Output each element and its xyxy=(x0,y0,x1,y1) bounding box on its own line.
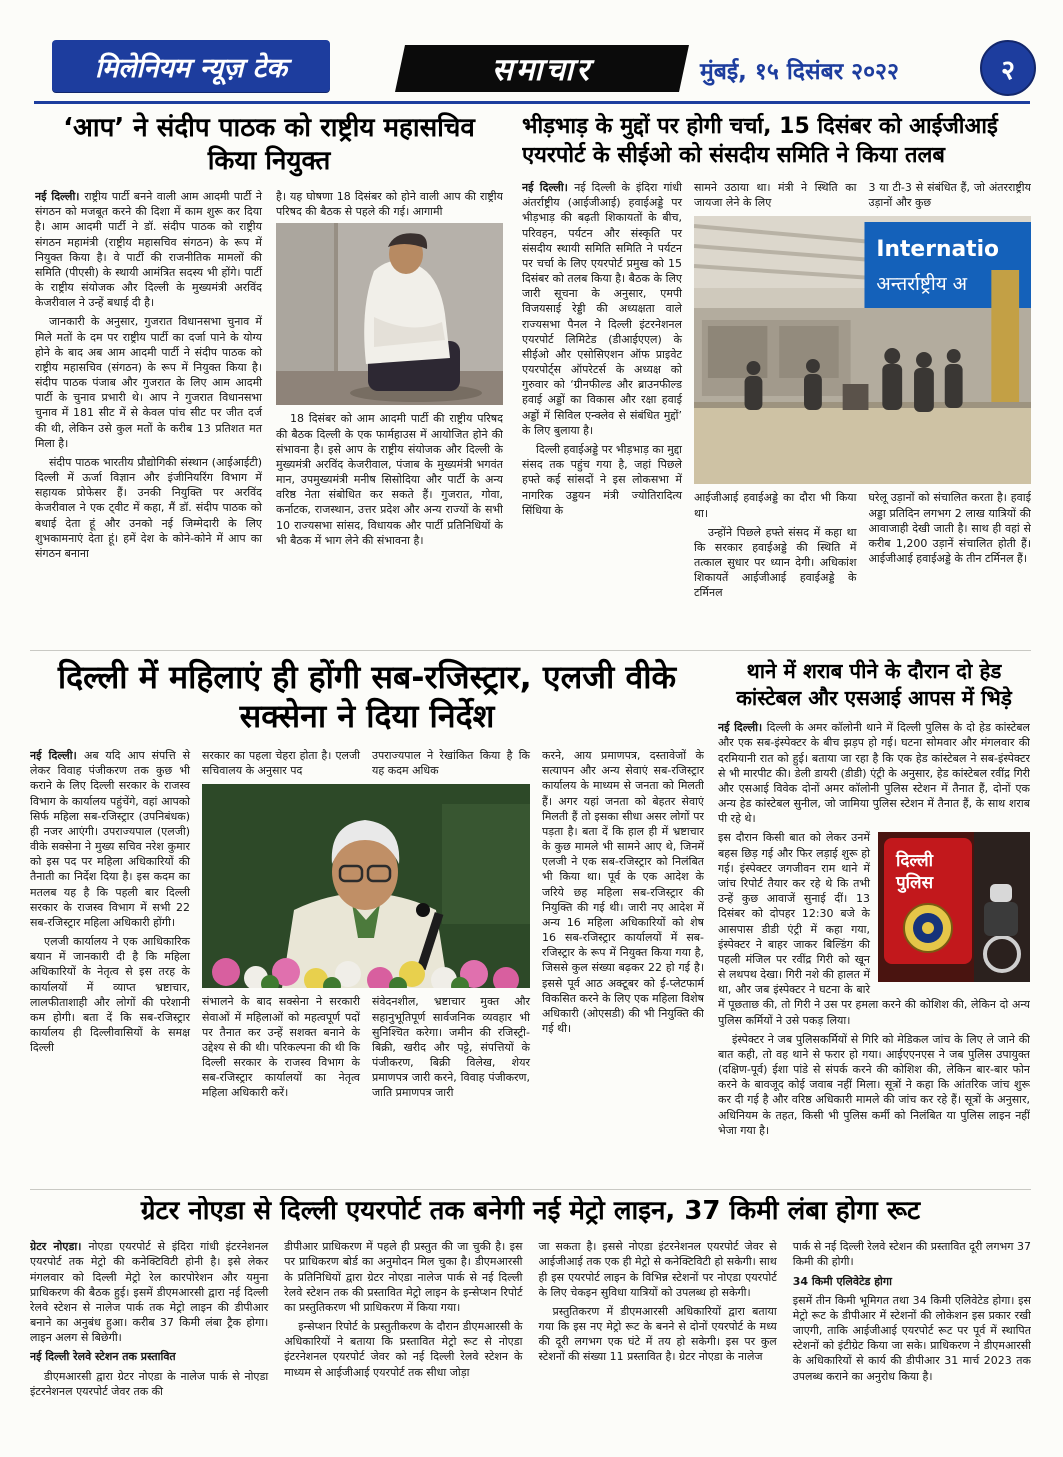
article2-top-row xyxy=(694,180,1031,214)
article5-headline: ग्रेटर नोएडा से दिल्ली एयरपोर्ट तक बनेगी नई मेट्रो लाइन, 37 किमी लंबा होगा रूट xyxy=(140,1196,921,1226)
article3-headline: दिल्ली में महिलाएं ही होंगी सब-रजिस्ट्रार, एलजी वीके सक्सेना ने दिया निर्देश xyxy=(57,658,677,736)
article4-body xyxy=(718,720,1030,1138)
body-paragraph: प्रस्तुतिकरण में डीएमआरसी अधिकारियों द्वारा बताया गया कि इस नए मेट्रो रूट के बनने से दोनों एयरपोर्ट के मध्य की दूरी लगभग एक घंटे में तय हो सकेगी। इस पर कुल स्टेशनों की संख्या 11 प्रस्तावित है। ग्रेटर नोएडा के नालेज xyxy=(538,1304,777,1364)
delhi-police-photo-graphic xyxy=(878,832,1030,982)
article-sub-registrar xyxy=(30,658,704,1184)
police-banner-line1: दिल्ली xyxy=(896,851,934,872)
article4-headline: थाने में शराब पीने के दौरान दो हेड कांस्टेबल और एसआई आपस में भिड़े xyxy=(736,659,1012,710)
vk-saxena-photo-graphic xyxy=(202,784,530,988)
body-paragraph: जानकारी के अनुसार, गुजरात विधानसभा चुनाव में मिले मतों के दम पर राष्ट्रीय पार्टी का दर्जा पाने के योग्य होने के बाद अब आम आदमी पार्टी ने संदीप पाठक को राष्ट्रीय महासचिव (संगठन) के रूप में नियुक्त किया है। संदीप पाठक पंजाब और गुजरात के लिए आम आदमी पार्टी के चुनाव प्रभारी थे। आप ने गुजरात विधानसभा चुनाव में 181 सीट में से केवल पांच सीट पर जीत दर्ज की थी, लेकिन उसे कुल मतों के करीब 13 प्रतिशत मत मिला है। xyxy=(35,315,262,450)
article5-column-3 xyxy=(539,1239,777,1403)
article1-columns xyxy=(35,189,503,565)
igi-airport-photo-graphic xyxy=(694,216,1031,484)
body-paragraph: नई दिल्ली। राष्ट्रीय पार्टी बनने वाली आम आदमी पार्टी ने संगठन को मजबूत करने की दिशा में काम शुरू कर दिया है। आम आदमी पार्टी ने डॉ. संदीप पाठक को राष्ट्रीय संगठन महामंत्री (राष्ट्रीय महासचिव संगठन) के रूप में नियुक्त किया है। वे पार्टी की राजनीतिक मामलों की समिति (पीएसी) के स्थायी आमंत्रित सदस्य भी होंगे। पार्टी के राष्ट्रीय संयोजक और दिल्ली के मुख्यमंत्री अरविंद केजरीवाल ने उन्हें बधाई दी है। xyxy=(35,190,263,310)
article3-column-4 xyxy=(542,748,704,1105)
section-banner-text: समाचार xyxy=(492,51,592,88)
article3-bottom-row xyxy=(202,994,530,1104)
article2-column-2 xyxy=(694,180,857,214)
article3-middle-area xyxy=(202,748,530,1105)
body-paragraph: संदीप पाठक भारतीय प्रौद्योगिकी संस्थान (आईआईटी) दिल्ली में ऊर्जा विज्ञान और इंजीनियरिंग विभाग में सहायक प्रोफेसर हैं। उनकी नियुक्ति पर अरविंद केजरीवाल ने एक ट्वीट में कहा, मैं डॉ. संदीप पाठक को बधाई देता हूं और उनको नई जिम्मेदारी के लिए शुभकामनाएं देता हूं। हमें देश के कोने-कोने में आप का संगठन बनाना xyxy=(35,455,262,560)
igi-airport-photo xyxy=(694,216,1031,484)
article5-subhead-2: 34 किमी एलिवेटेड होगा xyxy=(792,1274,892,1288)
edition-dateline: मुंबई, १५ दिसंबर २०२२ xyxy=(700,59,899,85)
page-number-badge: २ xyxy=(980,40,1036,96)
article3-top-row xyxy=(202,748,530,782)
article5-subhead-1: नई दिल्ली रेलवे स्टेशन तक प्रस्तावित xyxy=(30,1350,176,1364)
body-paragraph: है। यह घोषणा 18 दिसंबर को होने वाली आप की राष्ट्रीय परिषद की बैठक से पहले की गई। आगामी xyxy=(276,190,503,219)
body-paragraph: उन्होंने पिछले हफ्ते संसद में कहा था कि सरकार हवाईअड्डे की स्थिति में तत्काल सुधार पर ध्यान देगी। अधिकांश शिकायतें आईजीआई हवाईअड्डे के टर्मिनल xyxy=(694,525,857,600)
section-divider xyxy=(30,1189,1031,1190)
body-paragraph: दिल्ली हवाईअड्डे पर भीड़भाड़ का मुद्दा संसद तक पहुंच गया है, जहां पिछले हफ्ते कई सांसदों ने इस लोकसभा में नागरिक उड्डयन मंत्री ज्योतिरादित्य सिंधिया के xyxy=(522,442,682,517)
body-paragraph: इसमें तीन किमी भूमिगत तथा 34 किमी एलिवेटेड होगा। इस मेट्रो रूट के डीपीआर में स्टेशनों की लोकेशन इस प्रकार रखी जाएगी, ताकि आईजीआई एयरपोर्ट रूट पर पूर्व में स्थापित स्टेशनों को इंटीग्रेट किया जा सके। प्राधिकरण ने डीएमआरसी के अधिकारियों से कार्य की डीपीआर 31 मार्च 2023 तक उपलब्ध कराने का अनुरोध किया है। xyxy=(792,1293,1031,1383)
body-paragraph: इन्सेप्शन रिपोर्ट के प्रस्तुतीकरण के दौरान डीएमआरसी के अधिकारियों ने बताया कि प्रस्तावित मेट्रो रूट से नोएडा इंटरनेशनल एयरपोर्ट जेवर को नई दिल्ली रेलवे स्टेशन के माध्यम से आईजीआई एयरपोर्ट तक सीधा जोड़ा xyxy=(284,1320,523,1379)
article2-column-3-lower xyxy=(869,490,1032,604)
article5-column-2 xyxy=(284,1239,522,1403)
article1-headline: ‘आप’ ने संदीप पाठक को राष्ट्रीय महासचिव किया नियुक्त xyxy=(63,113,475,176)
body-paragraph: घरेलू उड़ानों को संचालित करता है। हवाई अड्डा प्रतिदिन लगभग 2 लाख यात्रियों की आवाजाही देखी जाती है। साथ ही वहां से करीब 1,200 उड़ानें संचालित होती हैं। आईजीआई हवाईअड्डे के तीन टर्मिनल हैं। xyxy=(868,491,1031,566)
body-paragraph: इस दौरान किसी बात को लेकर उनमें बहस छिड़ गई और फिर लड़ाई शुरू हो गई। इंस्पेक्टर जगजीवन राम थाने में जांच रिपोर्ट तैयार कर रहे थे कि तभी उन्हें कुछ आवाजें सुनाई दीं। 13 दिसंबर को दोपहर 12:30 बजे के आसपास डीडी एंट्री में कहा गया, इंस्पेक्टर ने बाहर जाकर बिल्डिंग की पहली मंजिल पर रवींद्र गिरी को खून से लथपथ देखा। गिरी नशे की हालत में था, और जब इंस्पेक्टर ने घटना के बारे में पूछताछ की, तो गिरी ने उस पर हमला करने की कोशिश की, लेकिन दो अन्य पुलिस कर्मियों ने उसे पकड़ लिया। xyxy=(718,831,1030,1027)
article-igi-airport xyxy=(522,112,1031,644)
article-police-brawl xyxy=(718,658,1030,1184)
body-paragraph: संवेदनशील, भ्रष्टाचार मुक्त और सहानुभूतिपूर्ण सार्वजनिक व्यवहार भी सुनिश्चित करेगा। जमीन की रजिस्ट्री-बिक्री, खरीद और पट्टे, संपत्तियों के पंजीकरण, बिक्री विलेख, शेयर प्रमाणपत्र जारी करने, विवाह पंजीकरण, जाति प्रमाणपत्र जारी xyxy=(372,995,530,1100)
article1-column-2 xyxy=(276,189,503,565)
article2-bottom-row xyxy=(694,490,1031,604)
body-paragraph: नई दिल्ली। दिल्ली के अमर कॉलोनी थाने में दिल्ली पुलिस के दो हेड कांस्टेबल और एक सब-इंस्पेक्टर के बीच झड़प हो गई। घटना सोमवार और मंगलवार की दरमियानी रात को हुई। बताया जा रहा है कि एक हेड कांस्टेबल ने सब-इंस्पेक्टर से भी मारपीट की। डेली डायरी (डीडी) एंट्री के अनुसार, हेड कांस्टेबल रवींद्र गिरी और एसआई विवेक दोनों अमर कॉलोनी पुलिस स्टेशन में तैनात हैं, दोनों एक अन्य हेड कांस्टेबल सुनील, जो जामिया पुलिस स्टेशन में तैनात हैं, के साथ शराब पी रहे थे। xyxy=(718,721,1030,826)
body-paragraph: 18 दिसंबर को आम आदमी पार्टी की राष्ट्रीय परिषद की बैठक दिल्ली के एक फार्महाउस में आयोजित होने की संभावना है। इसे आप के राष्ट्रीय संयोजक और दिल्ली के मुख्यमंत्री अरविंद केजरीवाल, पंजाब के मुख्यमंत्री भगवंत मान, उपमुख्यमंत्री मनीष सिसोदिया और पार्टी के अन्य वरिष्ठ नेता संबोधित कर सकते हैं। गुजरात, गोवा, कर्नाटक, राजस्थान, उत्तर प्रदेश और अन्य राज्यों के सभी 10 राज्यसभा सांसद, विधायक और पार्टी प्रतिनिधियों के भी बैठक में भाग लेने की संभावना है। xyxy=(276,412,503,547)
sandeep-pathak-photo xyxy=(276,223,503,405)
masthead-text: मिलेनियम न्यूज़ टेक xyxy=(94,52,288,84)
article-aap-pathak xyxy=(35,112,503,644)
article3-column-3 xyxy=(372,748,530,782)
article3-column-2-lower xyxy=(202,994,360,1104)
body-paragraph: नई दिल्ली। नई दिल्ली के इंदिरा गांधी अंतर्राष्ट्रीय (आईजीआई) हवाईअड्डे पर भीड़भाड़ की बढ़ती शिकायतों के बीच, परिवहन, पर्यटन और संस्कृति पर संसदीय स्थायी समिति समिति ने पर्यटन पर चर्चा के लिए एयरपोर्ट प्रमुख को 15 दिसंबर को तलब किया है। बैठक के लिए जारी सूचना के अनुसार, एमपी विजयसाई रेड्डी की अध्यक्षता वाले राज्यसभा पैनल ने दिल्ली इंटरनेशनल एयरपोर्ट लिमिटेड (डीआईएएल) के सीईओ और एसोसिएशन ऑफ प्राइवेट एयरपोर्ट्स ऑपरेटर्स के अध्यक्ष को गुरुवार को ‘ग्रीनफील्ड और ब्राउनफील्ड हवाई अड्डों का विकास और रक्षा हवाई अड्डों में सिविल एन्क्लेव से संबंधित मुद्दों’ के लिए बुलाया है। xyxy=(522,181,682,437)
body-paragraph: पार्क से नई दिल्ली रेलवे स्टेशन की प्रस्तावित दूरी लगभग 37 किमी की होगी। xyxy=(792,1240,1031,1269)
article3-column-2 xyxy=(202,748,360,782)
article5-column-1 xyxy=(30,1239,268,1403)
header-rule xyxy=(34,101,1030,104)
article2-column-2-lower xyxy=(694,490,857,604)
city-dateline: ग्रेटर नोएडा। xyxy=(30,1240,89,1254)
body-paragraph: डीएमआरसी द्वारा ग्रेटर नोएडा के नालेज पार्क से नोएडा इंटरनेशनल एयरपोर्ट जेवर तक की xyxy=(30,1369,269,1398)
airport-sign-line2: अन्तर्राष्ट्रीय अ xyxy=(876,273,968,296)
vk-saxena-photo xyxy=(202,784,530,988)
body-paragraph: इंस्पेक्टर ने जब पुलिसकर्मियों से गिरि को मेडिकल जांच के लिए ले जाने की बात कही, तो वह थाने से फरार हो गया। आईएएनएस ने जब पुलिस उपायुक्त (दक्षिण-पूर्व) ईशा पांडे से संपर्क करने की कोशिश की, लेकिन बार-बार फोन करने के बावजूद कोई जवाब नहीं मिला। सूत्रों ने कहा कि आंतरिक जांच शुरू कर दी गई है और वरिष्ठ अधिकारी मामले की जांच कर रहे हैं। सूत्रों के अनुसार, अधिनियम के तहत, किसी भी पुलिस कर्मी को निलंबित या पुलिस लाइन नहीं भेजा गया है। xyxy=(718,1032,1030,1137)
body-paragraph: आईजीआई हवाईअड्डे का दौरा भी किया था। xyxy=(694,491,857,520)
article5-column-4 xyxy=(793,1239,1031,1403)
article2-headline: भीड़भाड़ के मुद्दों पर होगी चर्चा, 15 दिसंबर को आईजीआई एयरपोर्ट के सीईओ को संसदीय समिति ने किया तलब xyxy=(522,114,998,169)
article2-columns xyxy=(522,180,1031,605)
body-paragraph: करने, आय प्रमाणपत्र, दस्तावेजों के सत्यापन और अन्य सेवाएं सब-रजिस्ट्रार कार्यालय के माध्यम से जनता को मिलती हैं। अगर यहां जनता को बेहतर सेवाएं मिलती हैं तो इसका सीधा असर लोगों पर पड़ता है। बता दें कि हाल ही में भ्रष्टाचार के कुछ मामले भी सामने आए थे, जिनमें एलजी ने एक सब-रजिस्ट्रार को निलंबित भी किया था। पूर्व के एक आदेश के जरिये छह महिला सब-रजिस्ट्रार की नियुक्ति की गई थी। जारी नए आदेश में अन्य 16 महिला अधिकारियों को शेष 16 सब-रजिस्ट्रार कार्यालयों में सब-रजिस्ट्रार के रूप में नियुक्त किया गया है, जिससे कुल संख्या बढ़कर 22 हो गई है। इससे पूर्व आठ अक्टूबर को ई-प्लेटफार्म विकसित करने के लिए एक महिला विशेष अधिकारी (ओएसडी) की भी नियुक्ति की गई थी। xyxy=(542,749,704,1036)
body-paragraph: 3 या टी-3 से संबंधित हैं, जो अंतरराष्ट्रीय उड़ानों और कुछ xyxy=(868,181,1031,210)
article3-column-3-lower xyxy=(372,994,530,1104)
city-dateline: नई दिल्ली। xyxy=(35,190,85,203)
body-paragraph: एलजी कार्यालय ने एक आधिकारिक बयान में जानकारी दी है कि महिला अधिकारियों के नेतृत्व से इस तरह के कार्यालयों में व्याप्त भ्रष्टाचार, लालफीताशाही और लोगों की परेशानी कम होगी। बता दें कि सब-रजिस्ट्रार कार्यालय ही दिल्लीवासियों के समक्ष दिल्ली xyxy=(30,935,190,1055)
masthead-logo xyxy=(52,40,330,92)
section-divider xyxy=(30,650,1031,651)
body-paragraph: संभालने के बाद सक्सेना ने सरकारी सेवाओं में महिलाओं को महत्वपूर्ण पदों पर तैनात कर उन्हें सशक्त बनाने के उद्देश्य से की थी। परिकल्पना की थी कि दिल्ली सरकार के राजस्व विभाग के सब-रजिस्ट्रार कार्यालयों का नेतृत्व महिला अधिकारी करें। xyxy=(202,995,360,1100)
article5-columns xyxy=(30,1239,1031,1403)
body-paragraph: सरकार का पहला चेहरा होता है। एलजी सचिवालय के अनुसार पद xyxy=(202,749,360,778)
section-banner xyxy=(395,45,689,92)
body-paragraph: डीपीआर प्राधिकरण में पहले ही प्रस्तुत की जा चुकी है। इस पर प्राधिकरण बोर्ड का अनुमोदन मिल चुका है। डीएमआरसी के प्रतिनिधियों द्वारा ग्रेटर नोएडा नालेज पार्क से नई दिल्ली रेलवे स्टेशन तक की प्रस्तावित मेट्रो लाइन के इन्सेप्शन रिपोर्ट का प्रस्तुतिकरण भी प्राधिकरण में किया गया। xyxy=(284,1240,523,1314)
police-banner-line2: पुलिस xyxy=(896,873,934,894)
airport-sign-line1: Internatio xyxy=(876,237,1000,263)
body-paragraph: जा सकता है। इससे नोएडा इंटरनेशनल एयरपोर्ट जेवर से आईजीआई तक एक ही मेट्रो से कनेक्टिविटी हो सकेगी। साथ ही इस एयरपोर्ट लाइन के विभिन्न स्टेशनों पर नोएडा एयरपोर्ट के लिए चेकइन सुविधा यात्रियों को उपलब्ध हो सकेगी। xyxy=(538,1240,777,1299)
body-paragraph: उपराज्यपाल ने रेखांकित किया है कि यह कदम अधिक xyxy=(372,749,530,778)
article2-column-3 xyxy=(869,180,1032,214)
body-paragraph: ग्रेटर नोएडा। नोएडा एयरपोर्ट से इंदिरा गांधी इंटरनेशनल एयरपोर्ट तक मेट्रो की कनेक्टिविटी होनी है। इसे लेकर मंगलवार को दिल्ली मेट्रो रेल कारपोरेशन और यमुना प्राधिकरण की बैठक हुई। इसमें डीएमआरसी द्वारा नई दिल्ली रेलवे स्टेशन से नालेज पार्क तक मेट्रो लाइन की डीपीआर बनाने का अनुबंध हुआ। करीब 37 किमी लंबा ट्रैक होगा। लाइन अलग से बिछेगी। xyxy=(30,1240,269,1345)
city-dateline: नई दिल्ली। xyxy=(718,721,767,735)
city-dateline: नई दिल्ली। xyxy=(522,181,575,195)
article3-columns xyxy=(30,748,704,1105)
delhi-police-photo xyxy=(878,832,1030,982)
city-dateline: नई दिल्ली। xyxy=(30,749,84,763)
article3-column-1 xyxy=(30,748,190,1105)
article4-wrap-block xyxy=(718,830,1030,1137)
article2-right-area xyxy=(694,180,1031,605)
article2-column-1 xyxy=(522,180,682,605)
body-paragraph: नई दिल्ली। अब यदि आप संपत्ति से लेकर विवाह पंजीकरण तक कुछ भी कराने के लिए दिल्ली सरकार के राजस्व विभाग के कार्यालय पहुंचेंगे, वहां आपको सिर्फ महिला सब-रजिस्ट्रार (उपनिबंधक) ही नजर आएंगी। उपराज्यपाल (एलजी) वीके सक्सेना ने मुख्य सचिव नरेश कुमार को इस पद पर महिला अधिकारियों की तैनाती का निर्देश दिया है। इस कदम का मतलब यह है कि पहली बार दिल्ली सरकार के राजस्व विभाग में सभी 22 सब-रजिस्ट्रार महिला अधिकारी होंगी। xyxy=(30,749,190,929)
sandeep-pathak-photo-graphic xyxy=(276,223,503,405)
body-paragraph: सामने उठाया था। मंत्री ने स्थिति का जायजा लेने के लिए xyxy=(694,181,857,210)
article-metro-line xyxy=(30,1196,1031,1448)
article1-column-1 xyxy=(35,189,262,565)
